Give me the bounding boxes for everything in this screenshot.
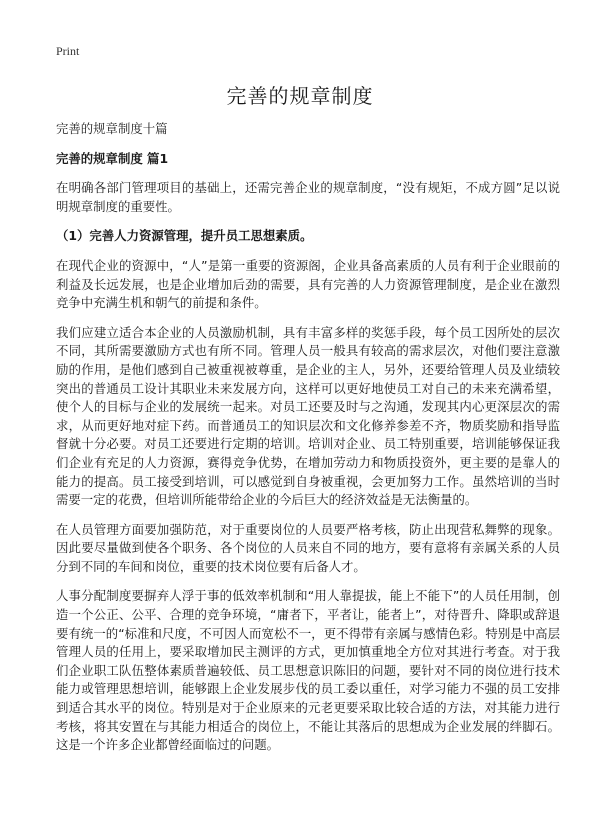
section-heading: 完善的规章制度 篇1	[56, 150, 169, 166]
paragraph: 我们应建立适合本企业的人员激励机制，具有丰富多样的奖惩手段，每个员工因所处的层次不同，其所需要激励方式也有所不同。管理人员一般具有较高的需求层次，对他们要注意激励的作用，是他们感到自己被重视被尊重，是企业的主人，另外，还要给管理人员及业绩较突出的普通员工设计其职业未来发展方向，这样可以更好地使员工对自己的未来充满希望，使个人的目标与企业的发展统一起来。对员工还要及时与之沟通，发现其内心更深层次的需求，从而更好地对症下药。而普通员工的知识层次和文化修养参差不齐，物质奖励和指导监督就十分必要。对员工还要进行定期的培训。培训对企业、员工特别重要，培训能够保证我们企业有充足的人力资源，赛得竞争优势，在增加劳动力和物质投资外，更主要的是靠人的能力的提高。员工接受到培训，可以感觉到自身被重视，会更加努力工作。虽然培训的当时需要一定的花费，但培训所能带给企业的今后巨大的经济效益是无法衡量的。	[56, 324, 560, 508]
paragraph: 在人员管理方面要加强防范，对于重要岗位的人员要严格考核，防止出现营私舞弊的现象。因此要尽量做到使各个职务、各个岗位的人员来自不同的地方，要有意将有亲属关系的人员分到不同的车间和岗位，重要的技术岗位要有后备人才。	[56, 521, 560, 574]
print-label: Print	[56, 44, 80, 58]
paragraph: 在现代企业的资源中，“人”是第一重要的资源阁，企业具备高素质的人员有利于企业眼前的利益及长远发展，也是企业增加后劲的需要，具有完善的人力资源管理制度，是企业在激烈竞争中充满生机和朝气的前提和条件。	[56, 257, 560, 311]
sub-heading: （1）完善人力资源管理，提升员工思想素质。	[56, 228, 313, 244]
document-title: 完善的规章制度	[226, 84, 374, 108]
document-subtitle: 完善的规章制度十篇	[56, 121, 168, 136]
paragraph: 在明确各部门管理项目的基础上，还需完善企业的规章制度，“没有规矩，不成方圆”足以说明规章制度的重要性。	[56, 180, 560, 214]
document-body	[56, 120, 560, 766]
paragraph: 人事分配制度要摒弃人浮于事的低效率机制和“用人靠提拔，能上不能下”的人员任用制，创造一个公正、公平、合理的竞争环境，“庸者下，平者让，能者上”，对待晋升、降职或辞退要有统一的“标准和尺度，不可因人而宽松不一，更不得带有亲属与感情色彩。特别是中高层管理人员的任用上，要采取增加民主测评的方式，更加慎重地全方位对其进行考查。对于我们企业职工队伍整体素质普遍较低、员工思想意识陈旧的问题，要针对不同的岗位进行技术能力或管理思想培训，能够跟上企业发展步伐的员工委以重任，对学习能力不强的员工安排到适合其水平的岗位。特别是对于企业原来的元老更要采取比较合适的方法，对其能力进行考核，将其安置在与其能力相适合的岗位上，不能让其落后的思想成为企业发展的绊脚石。这是一个许多企业都曾经面临过的问题。	[56, 588, 560, 753]
